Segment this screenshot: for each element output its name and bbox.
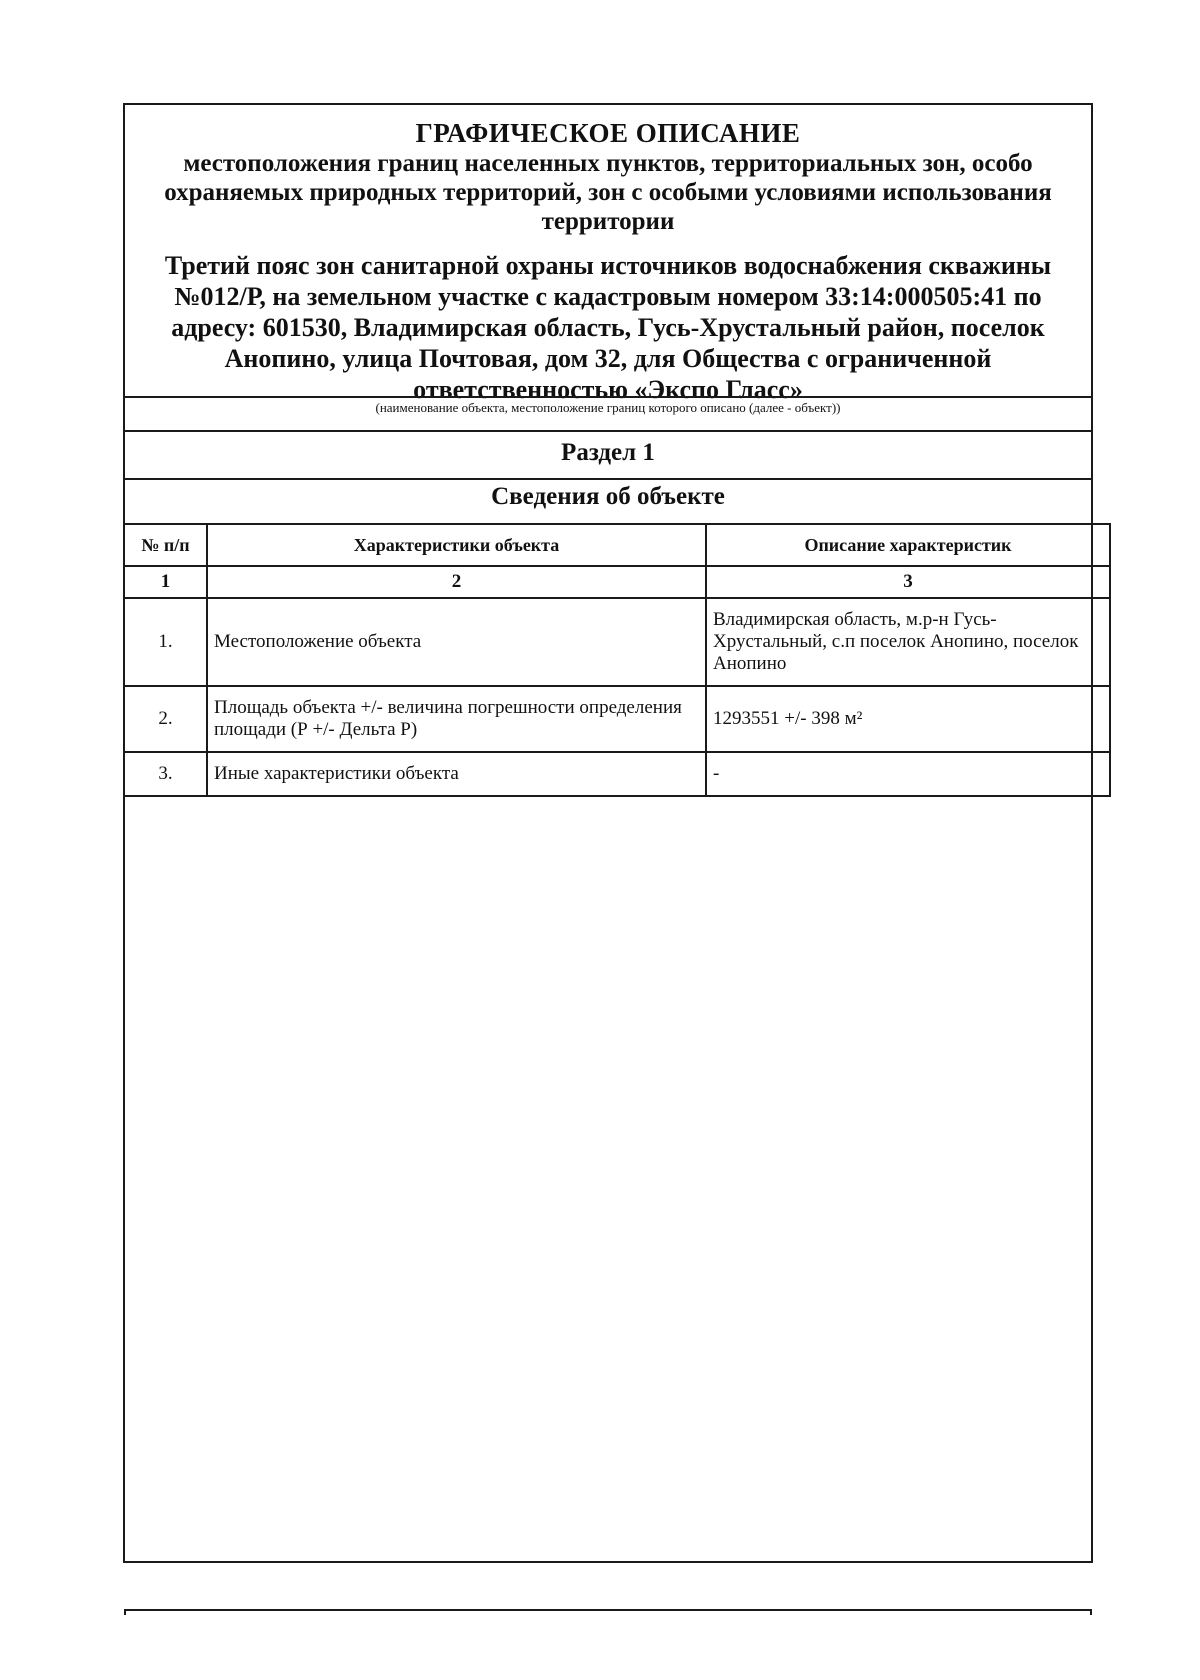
row-characteristic: Площадь объекта +/- величина погрешности определения площади (Р +/- Дельта Р): [207, 686, 706, 752]
column-number: 2: [207, 566, 706, 598]
row-number: 2.: [124, 686, 207, 752]
footer-tick: [1090, 1609, 1092, 1615]
table-row: [124, 598, 1110, 686]
column-number-row: [124, 566, 1110, 598]
header-cell-description: Описание характеристик: [706, 524, 1110, 566]
row-characteristic: Иные характеристики объекта: [207, 752, 706, 796]
title-block: [125, 105, 1091, 405]
column-number: 1: [124, 566, 207, 598]
row-number: 1.: [124, 598, 207, 686]
row-description: 1293551 +/- 398 м²: [706, 686, 1110, 752]
row-characteristic: Местоположение объекта: [207, 598, 706, 686]
row-description: Владимирская область, м.р-н Гусь-Хрустальный, с.п поселок Анопино, поселок Анопино: [706, 598, 1110, 686]
document-subtitle: местоположения границ населенных пунктов, территориальных зон, особо охраняемых природных территорий, зон с особыми условиями использования территории: [164, 150, 1052, 235]
divider-line: [123, 430, 1093, 432]
object-name-caption: (наименование объекта, местоположение границ которого описано (далее - объект)): [375, 400, 841, 415]
header-cell-characteristic: Характеристики объекта: [207, 524, 706, 566]
section-subtitle: Сведения об объекте: [491, 483, 725, 510]
table-header-row: [124, 524, 1110, 566]
table-row: [124, 752, 1110, 796]
section-title: Раздел 1: [561, 439, 655, 466]
row-number: 3.: [124, 752, 207, 796]
divider-line: [123, 396, 1093, 398]
document-title: ГРАФИЧЕСКОЕ ОПИСАНИЕ: [415, 118, 801, 148]
object-name: Третий пояс зон санитарной охраны источников водоснабжения скважины №012/Р, на земельном участке с кадастровым номером 33:14:000505:41 по адресу: 601530, Владимирская область, Гусь-Хрустальный район, поселок Анопино, улица Почтовая, дом 32, для Общества с ограниченной ответственностью «Экспо Гласс»: [164, 251, 1052, 404]
column-number: 3: [706, 566, 1110, 598]
footer-line: [124, 1609, 1092, 1611]
object-info-table: [123, 523, 1111, 797]
divider-line: [123, 478, 1093, 480]
table-row: [124, 686, 1110, 752]
header-cell-number: № п/п: [124, 524, 207, 566]
row-description: -: [706, 752, 1110, 796]
footer-tick: [124, 1609, 126, 1615]
